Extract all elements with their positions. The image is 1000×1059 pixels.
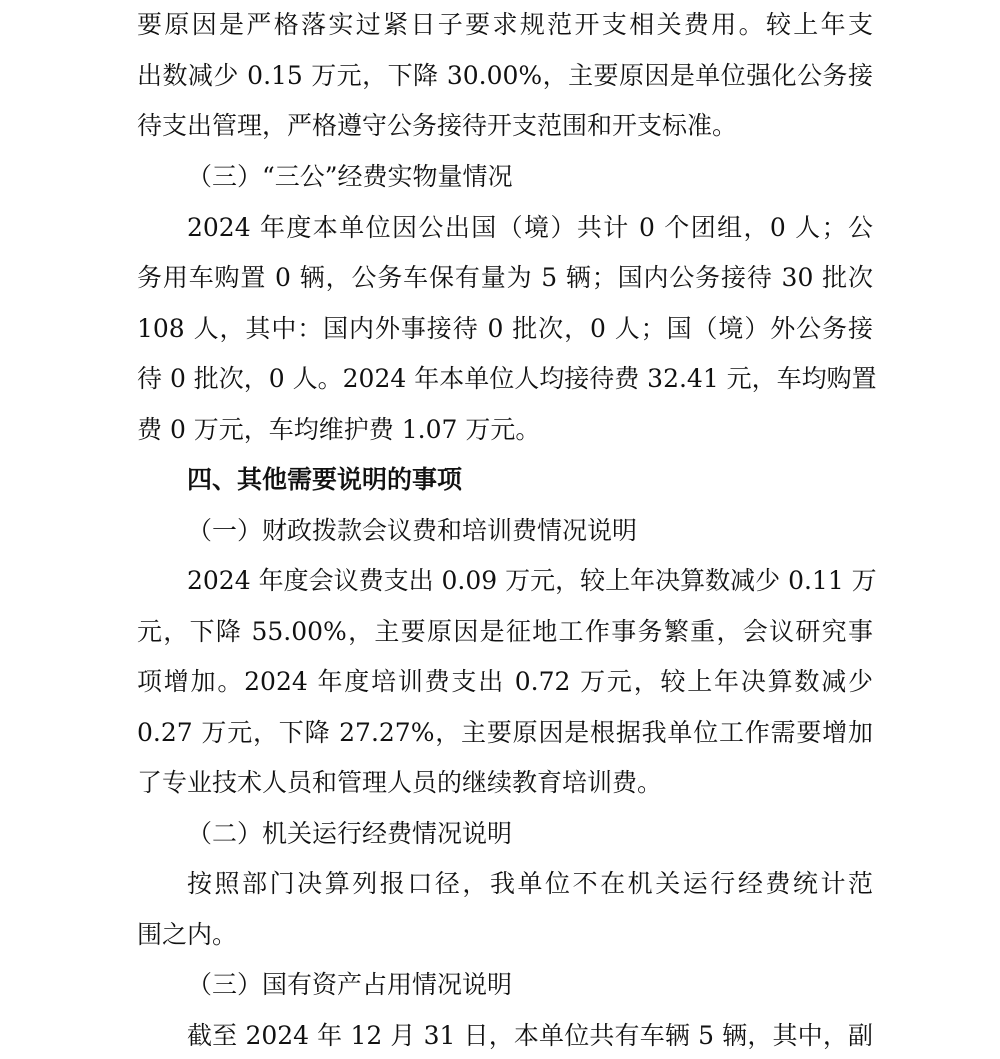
subsection-heading: （三）“三公”经费实物量情况: [187, 162, 513, 191]
body-line: 费 0 万元，车均维护费 1.07 万元。: [137, 415, 541, 444]
body-line: 项增加。2024 年度培训费支出 0.72 万元，较上年决算数减少: [137, 667, 873, 696]
body-line: 了专业技术人员和管理人员的继续教育培训费。: [137, 768, 663, 797]
body-line: 务用车购置 0 辆，公务车保有量为 5 辆；国内公务接待 30 批次: [137, 263, 873, 292]
body-line: 要原因是严格落实过紧日子要求规范开支相关费用。较上年支: [137, 10, 873, 39]
body-line: 108 人，其中：国内外事接待 0 批次，0 人；国（境）外公务接: [137, 314, 873, 343]
body-line: 2024 年度会议费支出 0.09 万元，较上年决算数减少 0.11 万: [187, 566, 877, 595]
body-line: 出数减少 0.15 万元，下降 30.00%，主要原因是单位强化公务接: [137, 61, 873, 90]
body-line: 待支出管理，严格遵守公务接待开支范围和开支标准。: [137, 111, 738, 140]
subsection-heading: （一）财政拨款会议费和培训费情况说明: [187, 516, 638, 545]
body-line: 元，下降 55.00%，主要原因是征地工作事务繁重，会议研究事: [137, 617, 873, 646]
body-line: 截至 2024 年 12 月 31 日，本单位共有车辆 5 辆，其中，副: [187, 1021, 873, 1050]
body-line: 0.27 万元，下降 27.27%，主要原因是根据我单位工作需要增加: [137, 718, 873, 747]
body-line: 围之内。: [137, 920, 238, 949]
body-line: 2024 年度本单位因公出国（境）共计 0 个团组，0 人；公: [187, 213, 873, 242]
body-line: 待 0 批次，0 人。2024 年本单位人均接待费 32.41 元，车均购置: [137, 364, 877, 393]
subsection-heading: （二）机关运行经费情况说明: [187, 819, 513, 848]
subsection-heading: （三）国有资产占用情况说明: [187, 970, 513, 999]
section-heading: 四、其他需要说明的事项: [187, 465, 463, 494]
body-line: 按照部门决算列报口径，我单位不在机关运行经费统计范: [187, 869, 873, 898]
